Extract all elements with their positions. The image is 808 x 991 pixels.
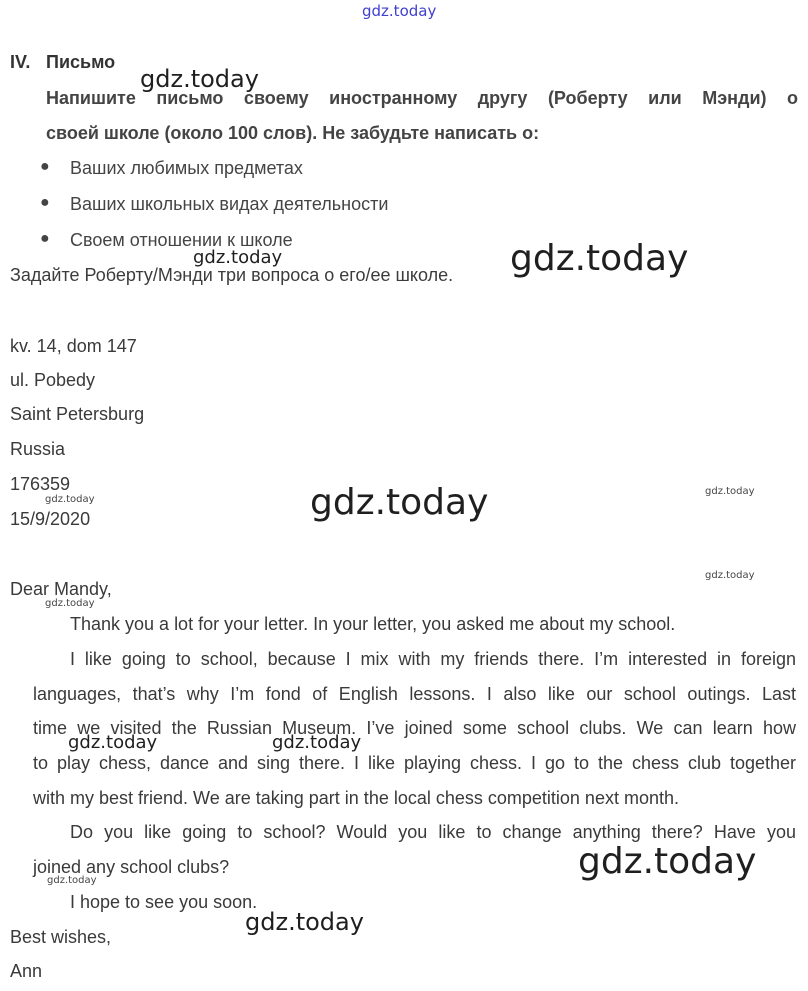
watermark: gdz.today [193,247,283,268]
letter-paragraph-2-line: I like going to school, because I mix with my friends there. I’m interested in foreign [70,649,796,669]
letter-closing-line: I hope to see you soon. [70,892,258,912]
watermark: gdz.today [705,570,755,581]
watermark: gdz.today [47,875,97,886]
watermark: gdz.today [705,486,755,497]
letter-paragraph-2-line: time we visited the Russian Museum. I’ve joined some school clubs. We can learn how [33,718,796,738]
address-line: ul. Pobedy [10,370,96,390]
task-number: IV. [10,52,31,72]
watermark: gdz.today [310,482,489,523]
letter-paragraph-3-line: Do you like going to school? Would you like to change anything there? Have you [70,822,796,842]
letter-paragraph-3-line: joined any school clubs? [33,857,230,877]
watermark: gdz.today [362,2,437,20]
letter-signature: Ann [10,961,43,981]
address-line: Saint Petersburg [10,404,145,424]
letter-paragraph-2-line: with my best friend. We are taking part in the local chess competition next month. [33,788,679,808]
watermark: gdz.today [578,841,757,882]
address-line: kv. 14, dom 147 [10,336,137,356]
bullet-icon: ● [40,158,50,175]
letter-sign-off: Best wishes, [10,927,112,947]
letter-paragraph-2-line: languages, that’s why I’m fond of English lessons. I also like our school outings. Last [33,684,796,704]
letter-paragraph-1: Thank you a lot for your letter. In your letter, you asked me about my school. [70,614,676,634]
address-line: Russia [10,439,66,459]
letter-date: 15/9/2020 [10,509,91,529]
task-title: Письмо [46,52,116,72]
bullet-icon: ● [40,194,50,211]
task-bullet-item: ● Ваших любимых предметах [40,158,303,178]
watermark: gdz.today [272,732,362,753]
letter-paragraph-2-line: to play chess, dance and sing there. I like playing chess. I go to the chess club together [33,753,796,773]
watermark: gdz.today [510,238,689,279]
questions-prompt: Задайте Роберту/Мэнди три вопроса о его/ее школе. [10,265,454,285]
watermark: gdz.today [68,732,158,753]
watermark: gdz.today [140,65,259,93]
task-instruction-line-2: своей школе (около 100 слов). Не забудьте написать о: [46,123,540,143]
address-line: 176359 [10,474,71,494]
task-bullet-item: ● Своем отношении к школе [40,230,293,250]
watermark: gdz.today [45,598,95,609]
bullet-icon: ● [40,230,50,247]
watermark: gdz.today [245,908,364,936]
task-instruction-line-1: Напишите письмо своему иностранному другу (Роберту или Мэнди) о [46,88,798,108]
letter-greeting: Dear Mandy, [10,579,112,599]
watermark: gdz.today [45,494,95,505]
task-bullet-item: ● Ваших школьных видах деятельности [40,194,389,214]
